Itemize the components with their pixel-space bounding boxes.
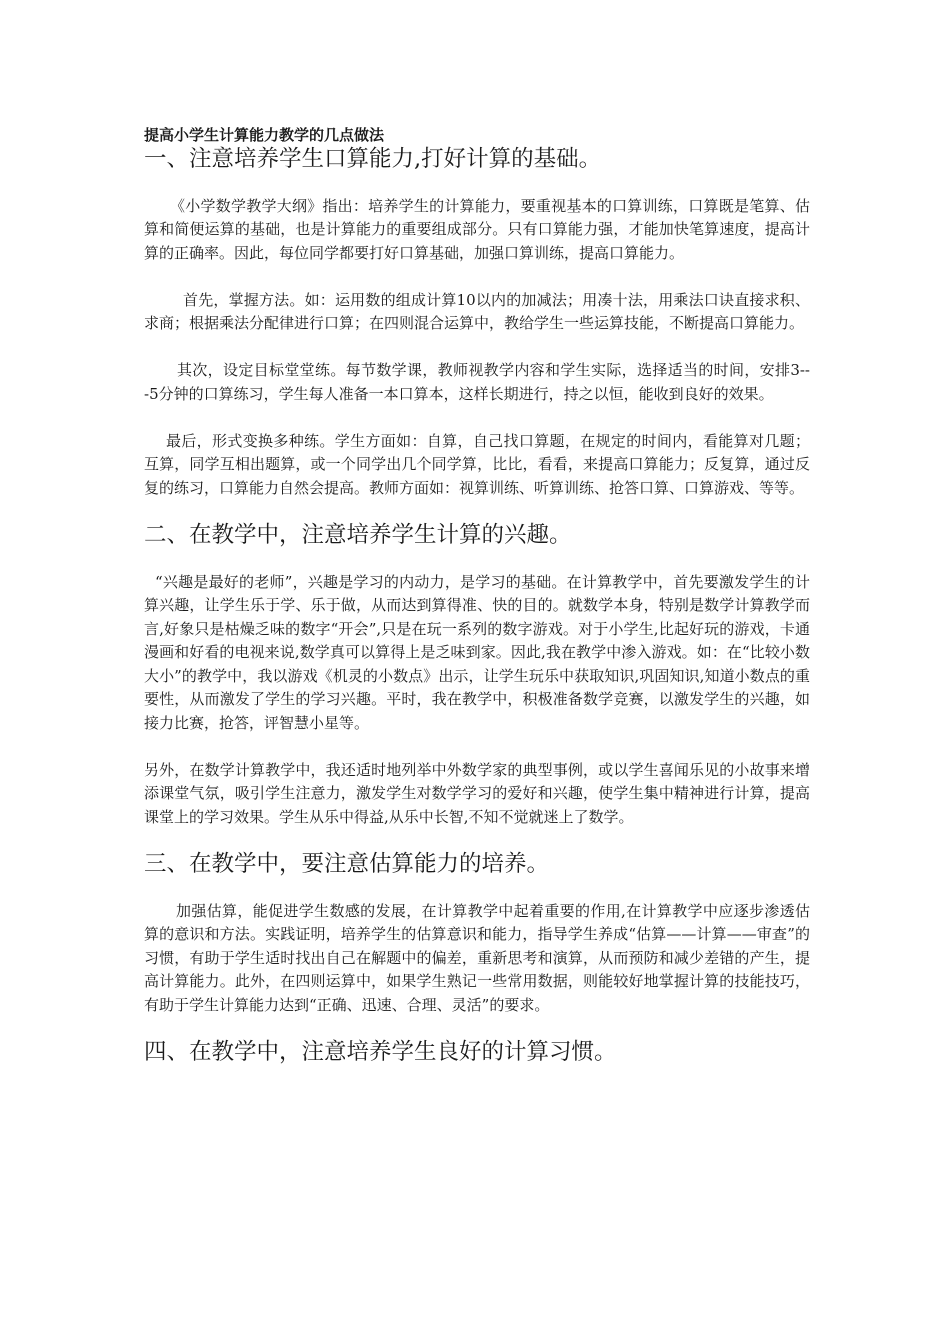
paragraph: 首先，掌握方法。如：运用数的组成计算10以内的加减法；用凑十法，用乘法口诀直接求积、求商；根据乘法分配律进行口算；在四则混合运算中，教给学生一些运算技能，不断提高口算能力。 (144, 290, 810, 332)
paragraph-gap (144, 876, 810, 900)
paragraph: 最后，形式变换多种练。学生方面如：自算，自己找口算题，在规定的时间内，看能算对几题；互算，同学互相出题算，或一个同学出几个同学算，比比，看看，来提高口算能力；反复算，通过反复的练习，口算能力自然会提高。教师方面如：视算训练、听算训练、抢答口算、口算游戏、等等。 (144, 431, 810, 497)
section-heading-1: 一、注意培养学生口算能力,打好计算的基础。 (144, 145, 602, 172)
paragraph-gap (144, 406, 810, 430)
document-title: 提高小学生计算能力教学的几点做法 (144, 126, 385, 144)
section-heading-2: 二、在教学中，注意培养学生计算的兴趣。 (144, 521, 572, 548)
document-body (144, 124, 810, 1064)
paragraph: 加强估算，能促进学生数感的发展，在计算教学中起着重要的作用,在计算教学中应逐步渗透估算的意识和方法。实践证明，培养学生的估算意识和能力，指导学生养成“估算——计算——审查”的习惯，有助于学生适时找出自己在解题中的偏差，重新思考和演算，从而预防和减少差错的产生，提高计算能力。此外，在四则运算中，如果学生熟记一些常用数据，则能较好地掌握计算的技能技巧，有助于学生计算能力达到“正确、迅速、合理、灵活”的要求。 (144, 901, 810, 1014)
paragraph-gap (144, 336, 810, 360)
section-heading-4: 四、在教学中，注意培养学生良好的计算习惯。 (144, 1038, 617, 1065)
paragraph-gap (144, 547, 810, 571)
paragraph-gap (144, 829, 810, 853)
paragraph-gap (144, 171, 810, 195)
section-heading-3: 三、在教学中，要注意估算能力的培养。 (144, 850, 550, 877)
paragraph-gap (144, 500, 810, 524)
paragraph: 其次，设定目标堂堂练。每节数学课，教师视教学内容和学生实际，选择适当的时间，安排3---5分钟的口算练习，学生每人准备一本口算本，这样长期进行，持之以恒，能收到良好的效果。 (144, 361, 810, 403)
paragraph: 另外，在数学计算教学中，我还适时地列举中外数学家的典型事例，或以学生喜闻乐见的小故事来增添课堂气氛，吸引学生注意力，激发学生对数学学习的爱好和兴趣，使学生集中精神进行计算，提高课堂上的学习效果。学生从乐中得益,从乐中长智,不知不觉就迷上了数学。 (144, 760, 810, 826)
paragraph-gap (144, 1017, 810, 1041)
paragraph-gap (144, 265, 810, 289)
paragraph-gap (144, 735, 810, 759)
paragraph: 《小学数学教学大纲》指出：培养学生的计算能力，要重视基本的口算训练，口算既是笔算、估算和简便运算的基础，也是计算能力的重要组成部分。只有口算能力强，才能加快笔算速度，提高计算的正确率。因此，每位同学都要打好口算基础，加强口算训练，提高口算能力。 (144, 196, 810, 262)
paragraph: “兴趣是最好的老师”，兴趣是学习的内动力，是学习的基础。在计算教学中，首先要激发学生的计算兴趣，让学生乐于学、乐于做，从而达到算得准、快的目的。就数学本身，特别是数学计算教学而言,好象只是枯燥乏味的数字“开会”,只是在玩一系列的数字游戏。对于小学生,比起好玩的游戏，卡通漫画和好看的电视来说,数学真可以算得上是乏味到家。因此,我在教学中渗入游戏。如：在“比较小数大小”的教学中，我以游戏《机灵的小数点》出示，让学生玩乐中获取知识,巩固知识,知道小数点的重要性，从而激发了学生的学习兴趣。平时，我在教学中，积极准备数学竞赛，以激发学生的兴趣，如接力比赛，抢答，评智慧小星等。 (144, 572, 810, 732)
